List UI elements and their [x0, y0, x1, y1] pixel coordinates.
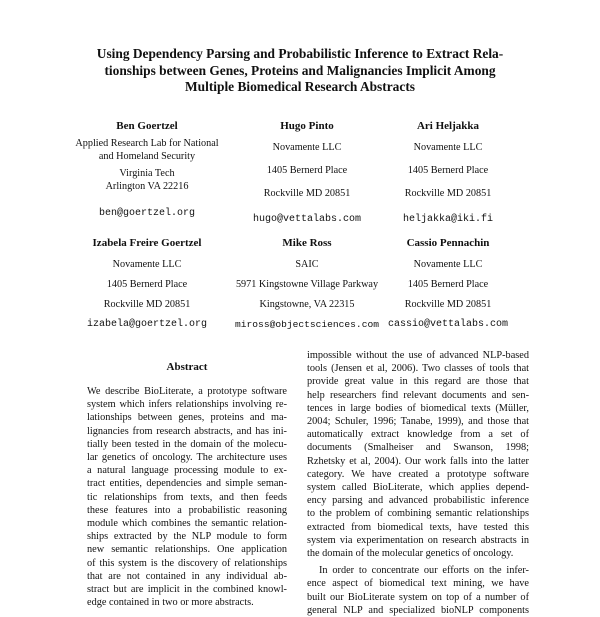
- author-name: Mike Ross: [282, 237, 332, 249]
- author-name: Ari Heljakka: [416, 120, 480, 132]
- author-affiliation: Novamente LLC 1405 Bernerd Place Rockville MD 20851: [103, 259, 191, 310]
- body-line: system called BioLiterate, which applies depend-: [307, 482, 529, 494]
- author-block: [363, 120, 533, 226]
- author-email[interactable]: heljakka@iki.fi: [402, 214, 493, 225]
- abstract-line: system which infers relationships involving re-: [87, 399, 287, 411]
- body-line: built our BioLiterate system on top of a number of: [307, 591, 529, 603]
- body-line: In order to concentrate our efforts on the infer-: [319, 565, 529, 577]
- body-line: general NLP and specialized bioNLP components: [307, 604, 529, 616]
- author-email[interactable]: hugo@vettalabs.com: [252, 214, 362, 225]
- author-affiliation: Novamente LLC 1405 Bernerd Place Rockville MD 20851: [404, 142, 492, 199]
- title-line: Multiple Biomedical Research Abstracts: [185, 79, 415, 94]
- paper-title: [50, 46, 550, 96]
- abstract-line: stract but are implicit in the combined knowl-: [87, 584, 287, 596]
- author-block: [62, 237, 232, 331]
- body-line: category. We have created a prototype software: [307, 468, 529, 480]
- abstract-line: of this system is the discovery of relationships: [87, 557, 287, 569]
- author-affiliation: SAIC 5971 Kingstowne Village Parkway Kingstowne, VA 22315: [235, 259, 379, 310]
- author-email[interactable]: miross@objectsciences.com: [235, 319, 379, 330]
- body-line: tools (Jensen et al, 2006). Two classes of tools that: [307, 363, 529, 375]
- body-line: tences in large bodies of biomedical texts (Müller,: [307, 402, 529, 414]
- body-line: ence aspect of biomedical text mining, we have: [307, 578, 529, 590]
- body-line: impossible without the use of advanced NLP-based: [307, 350, 529, 361]
- body-line: automatically extract knowledge from a set of: [307, 429, 529, 441]
- author-block: [62, 120, 232, 220]
- author-email[interactable]: izabela@goertzel.org: [86, 319, 208, 330]
- author-name: Izabela Freire Goertzel: [92, 237, 202, 249]
- body-line: documents (Smalheiser and Swanson, 1998;: [307, 442, 529, 454]
- abstract-line: new semantic relationships. One application: [87, 544, 287, 556]
- body-line: help researchers find relevant documents and sen-: [307, 389, 529, 401]
- abstract-line: module which combines the semantic relation-: [87, 518, 287, 530]
- author-affiliation: Novamente LLC 1405 Bernerd Place Rockville MD 20851: [404, 259, 492, 310]
- author-name: Hugo Pinto: [280, 120, 334, 132]
- author-email[interactable]: cassio@vettalabs.com: [387, 319, 509, 330]
- author-block: [363, 237, 533, 331]
- author-affiliation: Applied Research Lab for National and Homeland Security Virginia Tech Arlington VA 22216: [75, 138, 219, 192]
- abstract-line: these features into a probabilistic reasoning: [87, 504, 287, 516]
- abstract-line: edge contained in two or more abstracts.: [87, 597, 254, 609]
- body-line: to the problem of combining semantic relationships: [307, 508, 529, 520]
- abstract-line: a natural language processing module to ex-: [87, 465, 287, 477]
- body-line: ency parsing and advanced probabilistic inference: [307, 495, 529, 507]
- abstract-line: We describe BioLiterate, a prototype software: [87, 386, 287, 397]
- body-line: provide great value in this regard are those that: [307, 376, 529, 388]
- body-text-right-column: [307, 349, 529, 617]
- abstract-line: ships extracted by the NLP module to form: [87, 531, 287, 543]
- abstract-line: that are not contained in any individual ab-: [87, 570, 287, 582]
- author-email[interactable]: ben@goertzel.org: [98, 208, 195, 219]
- abstract-line: lar genetics of oncology. The architecture uses: [87, 452, 287, 464]
- body-line: 2004; Schuler, 1996; Tanabe, 1999), and those that: [307, 416, 529, 428]
- author-name: Cassio Pennachin: [406, 237, 490, 249]
- abstract-text: [87, 385, 287, 609]
- abstract-line: tract entities, dependencies and simple seman-: [87, 478, 287, 490]
- title-line: Using Dependency Parsing and Probabilistic Inference to Extract Rela-: [96, 46, 504, 61]
- abstract-line: tially been tested in the domain of the molecu-: [87, 438, 287, 450]
- body-line: the domain of the molecular genetics of oncology.: [307, 548, 514, 560]
- author-affiliation: Novamente LLC 1405 Bernerd Place Rockville MD 20851: [263, 142, 351, 199]
- body-line: extracted from biomedical texts, have tested this: [307, 521, 529, 533]
- body-line: Rzhetsky et al, 2004). Our work falls into the latter: [307, 455, 529, 467]
- abstract-heading: Abstract: [166, 361, 208, 373]
- title-line: tionships between Genes, Proteins and Malignancies Implicit Among: [104, 62, 496, 78]
- body-line: system via experimentation on research abstracts in: [307, 534, 529, 546]
- author-name: Ben Goertzel: [116, 120, 178, 132]
- abstract-line: tic relationships from texts, and then feeds: [87, 491, 287, 503]
- abstract-line: lationships between genes, proteins and ma-: [87, 412, 287, 424]
- abstract-line: lignancies from research abstracts, and has ini-: [87, 425, 287, 437]
